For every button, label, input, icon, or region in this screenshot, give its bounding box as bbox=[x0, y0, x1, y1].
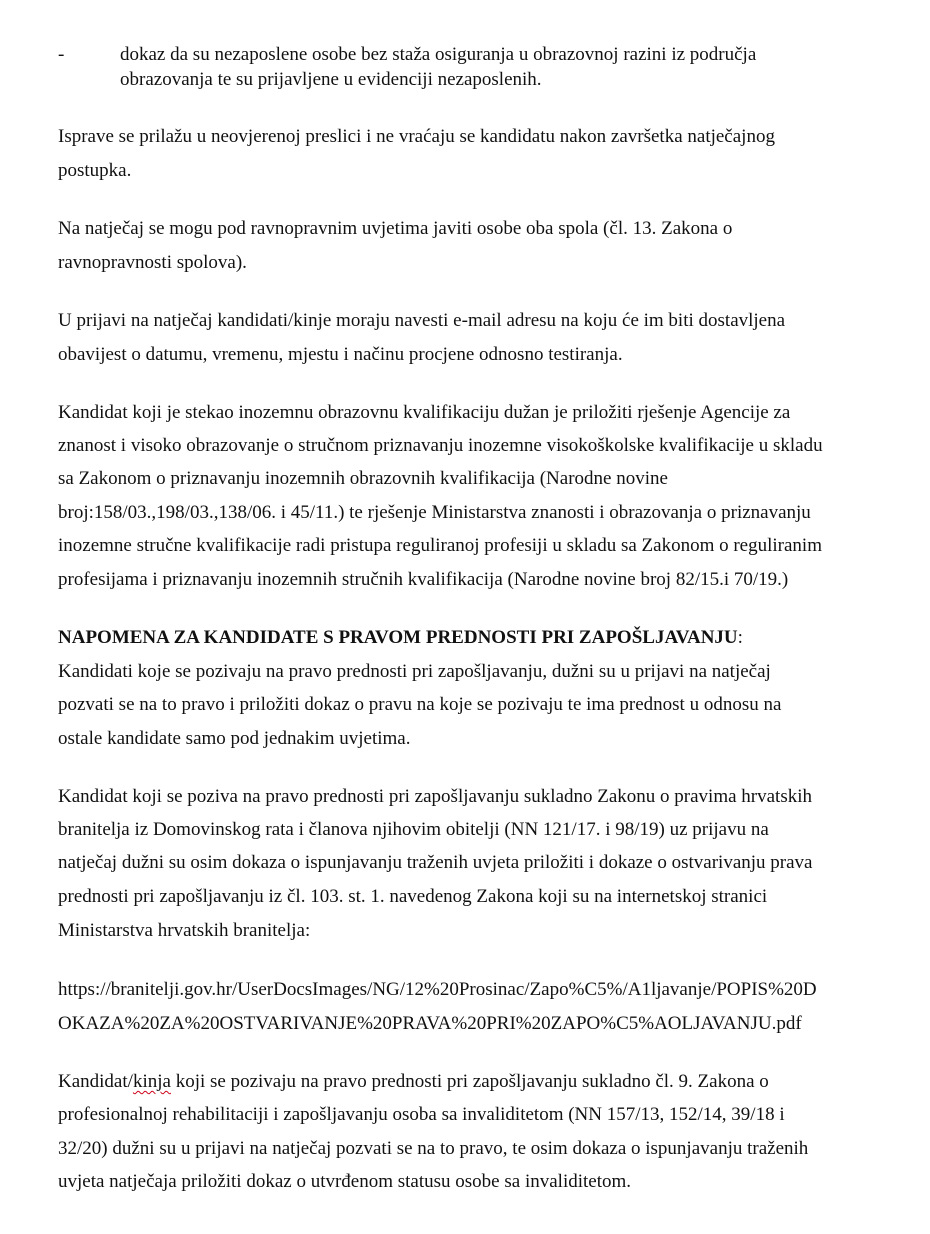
paragraph-1-line-2: postupka. bbox=[58, 160, 132, 181]
paragraph-4-line-6: profesijama i priznavanju inozemnih stručnih kvalifikacija (Narodne novine broj 82/15.i 70/19.) bbox=[58, 569, 789, 590]
bullet-line-1: dokaz da su nezaposlene osobe bez staža osiguranja u obrazovnoj razini iz područja bbox=[120, 44, 757, 65]
paragraph-5-line-3: natječaj dužni su osim dokaza o ispunjavanju traženih uvjeta priložiti i dokaze o ostvarivanju prava bbox=[58, 852, 813, 873]
paragraph-5-line-4: prednosti pri zapošljavanju iz čl. 103. st. 1. navedenog Zakona koji su na internetskoj stranici bbox=[58, 886, 768, 907]
paragraph-4-line-1: Kandidat koji je stekao inozemnu obrazovnu kvalifikaciju dužan je priložiti rješenje Agencije za bbox=[58, 402, 791, 423]
paragraph-5-line-2: branitelja iz Domovinskog rata i članova njihovim obitelji (NN 121/17. i 98/19) uz prijavu na bbox=[58, 819, 769, 840]
url-line-1: https://branitelji.gov.hr/UserDocsImages/NG/12%20Prosinac/Zapo%C5%/A1ljavanje/POPIS%20D bbox=[58, 979, 817, 1000]
note-heading: NAPOMENA ZA KANDIDATE S PRAVOM PREDNOSTI PRI ZAPOŠLJAVANJU bbox=[58, 627, 738, 648]
spellcheck-flagged-word: kinja bbox=[132, 1071, 171, 1092]
paragraph-2-line-1: Na natječaj se mogu pod ravnopravnim uvjetima javiti osobe oba spola (čl. 13. Zakona o bbox=[58, 218, 733, 239]
paragraph-6-line-2: profesionalnoj rehabilitaciji i zapošljavanju osoba sa invaliditetom (NN 157/13, 152/14, 39/18 i bbox=[58, 1104, 785, 1125]
paragraph-4-line-2: znanost i visoko obrazovanje o stručnom priznavanju inozemne visokoškolske kvalifikacije u skladu bbox=[58, 435, 823, 456]
note-line-2: pozvati se na to pravo i priložiti dokaz o pravu na koje se pozivaju te ima prednost u odnosu na bbox=[58, 694, 782, 715]
paragraph-6-line-3: 32/20) dužni su u prijavi na natječaj pozvati se na to pravo, te osim dokaza o ispunjavanju traženih bbox=[58, 1138, 809, 1159]
bullet-line-2: obrazovanja te su prijavljene u evidenciji nezaposlenih. bbox=[120, 69, 542, 90]
note-heading-colon: : bbox=[737, 627, 743, 648]
paragraph-1-line-1: Isprave se prilažu u neovjerenoj preslici i ne vraćaju se kandidatu nakon završetka natječajnog bbox=[58, 126, 775, 147]
url-line-2: OKAZA%20ZA%20OSTVARIVANJE%20PRAVA%20PRI%20ZAPO%C5%AOLJAVANJU.pdf bbox=[58, 1013, 802, 1034]
paragraph-3-line-1: U prijavi na natječaj kandidati/kinje moraju navesti e-mail adresu na koju će im biti dostavljena bbox=[58, 310, 786, 331]
bullet-dash: - bbox=[58, 44, 65, 65]
note-line-3: ostale kandidate samo pod jednakim uvjetima. bbox=[58, 728, 411, 749]
paragraph-3-line-2: obavijest o datumu, vremenu, mjestu i načinu procjene odnosno testiranja. bbox=[58, 344, 623, 365]
paragraph-4-line-3: sa Zakonom o priznavanju inozemnih obrazovnih kvalifikacija (Narodne novine bbox=[58, 468, 668, 489]
paragraph-4-line-5: inozemne stručne kvalifikacije radi pristupa reguliranoj profesiji u skladu sa Zakonom o reguliranim bbox=[58, 535, 822, 556]
paragraph-2-line-2: ravnopravnosti spolova). bbox=[58, 252, 247, 273]
paragraph-6-line-1 bbox=[58, 1071, 769, 1093]
paragraph-6-rest: koji se pozivaju na pravo prednosti pri zapošljavanju sukladno čl. 9. Zakona o bbox=[170, 1071, 769, 1092]
paragraph-6-line-4: uvjeta natječaja priložiti dokaz o utvrđenom statusu osobe sa invaliditetom. bbox=[58, 1171, 632, 1192]
note-line-1: Kandidati koje se pozivaju na pravo prednosti pri zapošljavanju, dužni su u prijavi na natječaj bbox=[58, 661, 771, 682]
paragraph-5-line-1: Kandidat koji se poziva na pravo prednosti pri zapošljavanju sukladno Zakonu o pravima hrvatskih bbox=[58, 786, 813, 807]
paragraph-4-line-4: broj:158/03.,198/03.,138/06. i 45/11.) te rješenje Ministarstva znanosti i obrazovanja o priznavanju bbox=[58, 502, 811, 523]
paragraph-5-line-5: Ministarstva hrvatskih branitelja: bbox=[58, 920, 311, 941]
note-heading-line bbox=[58, 627, 743, 649]
paragraph-6-start: Kandidat/ bbox=[58, 1071, 133, 1092]
